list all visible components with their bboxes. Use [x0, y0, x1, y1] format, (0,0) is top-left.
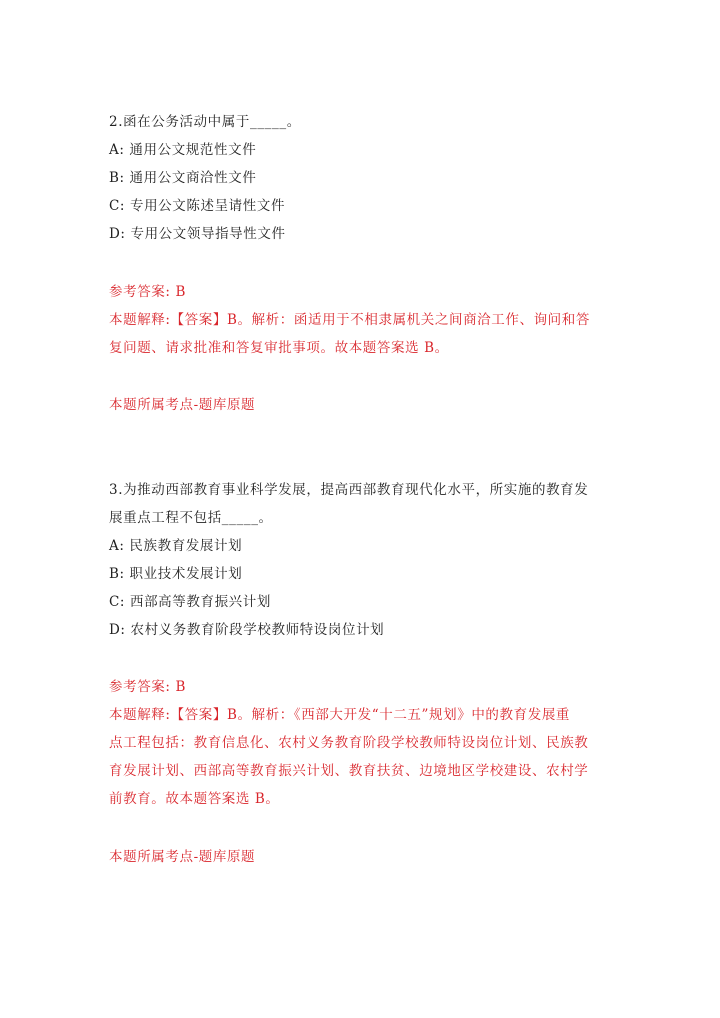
question-2-explanation-line-2: 复问题、请求批准和答复审批事项。故本题答案选 B。 — [109, 340, 449, 356]
question-3-answer: 参考答案: B — [109, 679, 186, 695]
question-2-answer: 参考答案: B — [109, 284, 186, 300]
question-3-explanation-line-3: 育发展计划、西部高等教育振兴计划、教育扶贫、边境地区学校建设、农村学 — [109, 763, 589, 779]
question-3-source: 本题所属考点-题库原题 — [109, 849, 256, 865]
question-3-option-b: B: 职业技术发展计划 — [109, 566, 243, 582]
question-2-source: 本题所属考点-题库原题 — [109, 397, 256, 413]
question-3-stem-line-2: 展重点工程不包括_____。 — [109, 510, 273, 526]
question-2-explanation-line-1: 本题解释:【答案】B。解析：函适用于不相隶属机关之间商洽工作、询问和答 — [109, 312, 590, 328]
question-2-option-a: A: 通用公文规范性文件 — [109, 142, 257, 158]
question-3-stem-line-1: 3.为推动西部教育事业科学发展，提高西部教育现代化水平，所实施的教育发 — [109, 482, 589, 498]
question-2-option-c: C: 专用公文陈述呈请性文件 — [109, 198, 286, 214]
question-3-option-a: A: 民族教育发展计划 — [109, 538, 243, 554]
question-2-option-d: D: 专用公文领导指导性文件 — [109, 226, 286, 242]
question-3-explanation-line-4: 前教育。故本题答案选 B。 — [109, 791, 280, 807]
question-3-option-d: D: 农村义务教育阶段学校教师特设岗位计划 — [109, 622, 385, 638]
question-2-stem: 2.函在公务活动中属于_____。 — [109, 114, 301, 130]
question-3-explanation-line-2: 点工程包括：教育信息化、农村义务教育阶段学校教师特设岗位计划、民族教 — [109, 735, 589, 751]
question-2-option-b: B: 通用公文商洽性文件 — [109, 170, 257, 186]
question-3-option-c: C: 西部高等教育振兴计划 — [109, 594, 271, 610]
question-3-explanation-line-1: 本题解释:【答案】B。解析：《西部大开发“十二五”规划》中的教育发展重 — [109, 707, 571, 723]
